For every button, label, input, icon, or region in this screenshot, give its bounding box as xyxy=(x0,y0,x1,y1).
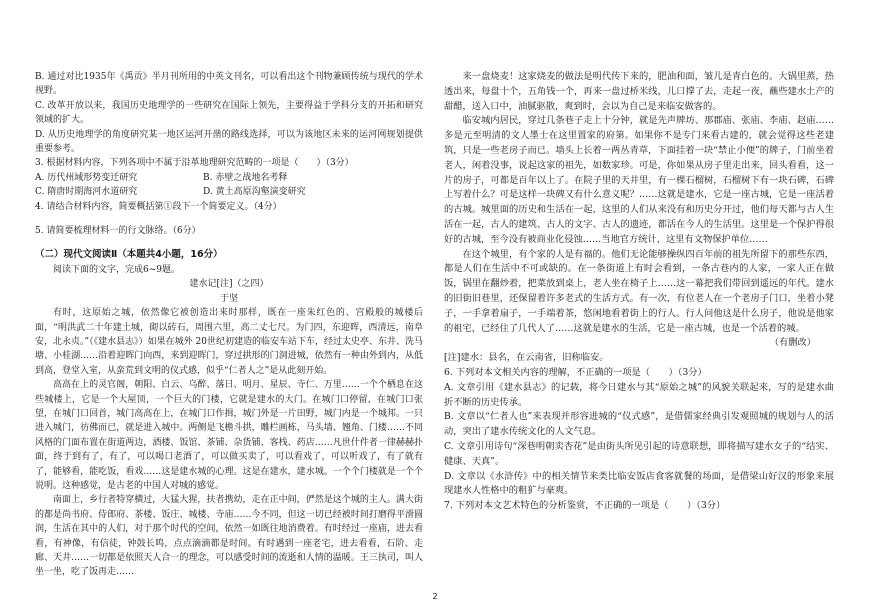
source-note: （有删改） xyxy=(769,337,816,349)
q3-stem: 3. 根据材料内容，下列各项中不属于沿革地理研究范畴的一项是（ ）（3分） xyxy=(35,158,354,169)
q6-option-d: D. 文章以《水浒传》中的相关情节来类比临安饭店食客就餐的场面，是借梁山好汉的形象来展现建水人性格中的粗犷与豪爽。 xyxy=(444,470,834,497)
article-paragraph: 高高在上的灵官阁，朝阳、白云、乌醉、落日、明月、星辰、寺仁、万里……一个个栖息在这些城楼上，它是一个大屋顶，一个巨大的门楼，它就是建水的大门。在城门口停留，在城门口张望，在城门口回首，城门高高在上，在城门口作揖，城门外是一片田野，城门内是一个城邦。一只进入城门，彷佛而已，就是进入城中。两侧是飞檐斗拱，雕栏画栋，马头墙、翘角、门楼……不同风格的门面布置在街道两边，酒楼、饭馆、茶铺、杂货铺、客栈、药店……凡世什件者一律赫赫扑面，终于到有了，有了，可以喝口老酒了，可以做买卖了，可以看戏了，可以听戏了，有了就有了，能够看，能吃饭，看戏……这是建水城的心理。这是在建水，建水城。一个个门楼就是一个个说明。这种感觉，是古老的中国人对城的感觉。 xyxy=(35,380,423,491)
q3-options-row-2 xyxy=(35,185,423,199)
article-paragraph: 来一盘烧麦！这家烧麦的做法是明代传下来的，肥油和面，皱儿是青白色的。大锅里蒸，热透出来，每盘十个，五角钱一个，再来一盘过桥米线，儿口撑了去，走起一夜，蘸些建水土产的甜醋，送入口中，油腻驱散，爽到时，会以为自己是来临安做客的。 xyxy=(444,71,834,112)
section-heading: （二）现代文阅读Ⅱ（本题共4小题，16分） xyxy=(35,249,223,261)
q2-option-b: B. 通过对比1935年《禹贡》半月刊所用的中英文刊名，可以看出这个刊物兼顾传统与现代的学术视野。 xyxy=(35,72,423,97)
q3-option-a: A. 历代州域形势变迁研究 xyxy=(35,172,138,183)
q5-stem: 5. 请简要梳理材料一的行文脉络。（6分） xyxy=(35,226,201,237)
page-number: 2 xyxy=(432,592,438,601)
article-paragraph: 有时，这原始之城，依然像它被创造出来时那样，既在一座朱红色的、宫殿般的城楼后面，“明洪武二十年建土城，砌以砖石，周围六里，高二丈七尺。为门四，东迎晖，西清远，南阜安，北永贞。”（《建水县志》）如果在城外 20世纪初建造的临安车站下车，经过太史亭、东井、洗马塘、小桂湖……沿着迎晖门向西，来到迎晖门，穿过拱形的门洞进城，依然有一种由外到内，从低到高，登堂入室，从蛮荒到文明的仪式感，似乎“仁者人之”是从此刻开始。 xyxy=(35,308,423,376)
q4-stem: 4. 请结合材料内容，简要概括第①段下一个简要定义。（4分） xyxy=(35,201,282,212)
q6-stem: 6. 下列对本文相关内容的理解，不正确的一项是（ ）（3分） xyxy=(444,366,707,378)
article-title: 建水记[注]（之四） xyxy=(189,279,269,290)
reading-instruction: 阅读下面的文字，完成6~9题。 xyxy=(53,264,180,275)
q2-option-c: C. 改革开放以来，我国历史地理学的一些研究在国际上领先，主要得益于学科分支的开拓和研究领域的扩大。 xyxy=(35,100,423,126)
article-paragraph: 临安城内居民，穿过几条巷子走上十分钟，就是先声牌坊、那郡庙、张庙、李庙、赵庙……多是元至明清的文人墨士在这里置家的府第。如果你不是专门来看古建的，就会觉得这些老建筑，只是一些老房子而已。墙头上长着一两丛青草，下面挂着一块“禁止小便”的牌子，门前坐着老人，闲着没事，说起这家的祖先，如数家珍。可是，你如果从房子里走出来，回头看看，这一片的房子，可都是百年以上了。在院子里的天井里，有一棵石榴树，石榴树下有一块石碑，石碑上写着什么？可是这样一块碑又有什么意义呢？……这就是建水，它是一座古城，它是一座活着的古城。城里面的历史和生活在一起，这里的人们从来没有和历史分开过，他们每天都与古人生活在一起，古人的建筑、古人的文字、古人的遗迹，都活在今人的生活里。这里是一个保护得很好的古城，至今没有被商业化侵蚀……当地官方统计，这里有文物保护单位…… xyxy=(444,115,834,245)
q2-option-d: D. 从历史地理学的角度研究某一地区运河开凿的路线选择，可以为该地区未来的运河网规划提供重要参考。 xyxy=(35,129,423,155)
q6-option-c: C. 文章引用诗句“深巷明朝卖杏花”是由街头所见引起的诗意联想，即将描写建水女子的“结实、健康、天真”。 xyxy=(444,440,834,467)
q3-option-d: D. 黄土高原沟壑演变研究 xyxy=(203,187,306,198)
footnote: [注]建水：县名，在云南省，旧称临安。 xyxy=(444,352,609,364)
article-paragraph: 在这个城里，有个家的人是有福的。他们无论能够操纵四百年前的祖先所留下的那些东西，都是人们在生活中不可或缺的。在一条街道上有时会看到，一条古巷内的人家，一家人正在做饭，锅里在翻炒着，把菜放到桌上，老人坐在椅子上……这一幕把我们带回到遥远的年代。建水的旧街旧巷里，还保留着许多老式的生活方式。有一次，有位老人在一个老房子门口，坐着小凳子，一手拿着扇子，一手端着茶，悠闲地看着街上的行人。行人问他这是什么房子，他说是他家的祖宅，已经住了几代人了……这就是建水的生活，它是一座古城，也是一个活着的城。 xyxy=(444,248,834,334)
q7-stem: 7. 下列对本文艺术特色的分析鉴赏，不正确的一项是（ ）（3分） xyxy=(444,500,726,512)
q3-options-row-1 xyxy=(35,171,423,185)
q6-option-b: B. 文章以“仁者人也”来表现并形容进城的“仪式感”，是借儒家经典引发观照城的规划与人的活动，突出了建水传统文化的人文气息。 xyxy=(444,411,834,438)
q6-option-a: A. 文章引用《建水县志》的记载，将今日建水与其“原始之城”的风貌关联起来，写的是建水曲折不断的历史传承。 xyxy=(444,381,834,408)
left-column xyxy=(35,70,423,580)
q3-option-c: C. 隋唐时期海河水道研究 xyxy=(35,187,138,198)
q3-option-b: B. 赤壁之战地名考释 xyxy=(203,172,288,183)
right-column xyxy=(444,70,834,514)
article-author: 于坚 xyxy=(219,293,238,304)
article-paragraph: 南面上，乡行者特穿横过，大猛大猩，扶者携幼，走在正中间，俨然是这个城的主人。满大街的都是尚书府、侍郎府、茶楼、饭庄、城楼、寺庙……今不同，但这一切已经被时间打磨得平滑圆润，生活在其中的人们，对于那个时代的空间，依然一如既往地消费着。有时经过一座庙，进去看看，有神像，有信徒，钟鼓长鸣，点点滴滴都是时间。有时遇到一座老宅，进去看看，石阶、走廊、天井……一切都是依照天人合一的理念，可以感受时间的流逝和人情的温暖。王三执司，叫人坐一坐，吃了饭再走…… xyxy=(35,495,423,578)
